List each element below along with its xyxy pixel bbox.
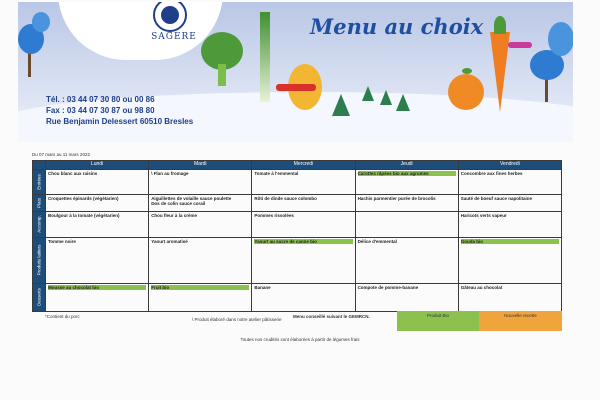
legend-bio: Produit Bio xyxy=(397,311,479,331)
dish-item: Concombre aux fines herbes xyxy=(460,170,523,176)
course-row xyxy=(33,169,562,194)
course-row xyxy=(33,283,562,311)
blue-tree-icon xyxy=(32,12,50,32)
pork-note: *Contient du porc xyxy=(45,314,80,319)
menu-cell xyxy=(355,237,458,283)
fir-tree-icon xyxy=(396,94,410,111)
course-label-cell xyxy=(33,283,46,311)
menu-cell xyxy=(458,194,561,211)
course-row xyxy=(33,194,562,211)
menu-cell xyxy=(46,237,149,283)
menu-cell xyxy=(458,169,561,194)
course-label-cell xyxy=(33,211,46,237)
menu-cell xyxy=(46,283,149,311)
leek-icon xyxy=(260,12,270,102)
dish-item-bio: Yaourt au sucre de canne bio xyxy=(254,239,352,245)
menu-cell xyxy=(46,194,149,211)
course-label-cell xyxy=(33,194,46,211)
carrot-leaves-icon xyxy=(494,16,506,34)
blue-tree-icon xyxy=(548,22,573,56)
dish-item: Rôti de dinde sauce colombo xyxy=(254,195,317,201)
course-label-cell xyxy=(33,169,46,194)
phone-line: Tél. : 03 44 07 30 80 ou 00 86 xyxy=(46,95,155,104)
gemrcn-note: Menu conseillé suivant le GEMRCN. xyxy=(293,314,370,319)
dish-item: Boulgour à la tomate (végétarien) xyxy=(48,212,120,218)
header-banner xyxy=(18,2,573,142)
menu-cell xyxy=(46,169,149,194)
menu-cell xyxy=(149,237,252,283)
menu-cell xyxy=(355,283,458,311)
menu-cell xyxy=(355,194,458,211)
menu-cell xyxy=(252,211,355,237)
course-label: Produits laitiers xyxy=(36,244,42,276)
fir-tree-icon xyxy=(362,86,374,101)
course-row xyxy=(33,211,562,237)
menu-cell xyxy=(458,283,561,311)
dish-item: Aiguillettes de volaille sauce poulette xyxy=(151,195,232,201)
menu-cell xyxy=(252,194,355,211)
dish-item-bio: Fruit bio xyxy=(151,285,249,291)
menu-period: Du 07 mars au 11 mars 2022 xyxy=(32,152,90,157)
course-row xyxy=(33,237,562,283)
logo-emblem-center xyxy=(161,6,179,24)
dish-item: Hachis parmentier purée de brocolis xyxy=(357,195,436,201)
day-header: Lundi xyxy=(46,161,149,170)
broccoli-stem-icon xyxy=(218,64,226,86)
menu-cell xyxy=(149,194,252,211)
page-title: Menu au choix xyxy=(310,14,484,39)
dish-item: Sauté de boeuf sauce napolitaine xyxy=(460,195,533,201)
contact-block xyxy=(46,94,193,127)
menu-cell xyxy=(149,211,252,237)
carrot-icon xyxy=(490,32,510,112)
course-label: Accomp. xyxy=(36,215,42,233)
address-line: Rue Benjamin Delessert 60510 Bresles xyxy=(46,117,194,126)
course-label: Plats xyxy=(36,197,42,208)
menu-cell xyxy=(252,169,355,194)
course-label: Desserts xyxy=(36,288,42,306)
dish-item: Délice d'emmental xyxy=(357,238,397,244)
menu-cell xyxy=(252,283,355,311)
menu-cell xyxy=(458,211,561,237)
dish-item: Haricots verts vapeur xyxy=(460,212,507,218)
day-header: Vendredi xyxy=(458,161,561,170)
dish-item-bio: Mousse au chocolat bio xyxy=(48,285,146,291)
menu-cell xyxy=(355,211,458,237)
dish-item: Croquettes épinards (végétarien) xyxy=(48,195,119,201)
dish-item-bio: Carottes râpées bio aux agrumes xyxy=(358,171,456,177)
menu-cell xyxy=(149,283,252,311)
menu-table xyxy=(32,160,562,312)
dish-item-bio: Gouda bio xyxy=(461,239,559,245)
course-label-cell xyxy=(33,237,46,283)
orange-icon xyxy=(448,74,484,110)
fir-tree-icon xyxy=(332,94,350,116)
dish-item: Compote de pomme-banane xyxy=(357,284,419,290)
day-header: Jeudi xyxy=(355,161,458,170)
orange-leaf-icon xyxy=(462,68,472,74)
scarf-icon xyxy=(508,42,532,48)
logo-emblem-icon xyxy=(153,2,187,32)
day-header: Mercredi xyxy=(252,161,355,170)
course-label: Entrées xyxy=(36,173,42,190)
dish-item: Tomate à l'emmental xyxy=(254,170,299,176)
menu-cell xyxy=(252,237,355,283)
dish-item: Chou blanc aux raisins xyxy=(48,170,98,176)
menu-cell xyxy=(149,169,252,194)
dish-item: \ Flan au fromage xyxy=(151,170,189,176)
menu-cell xyxy=(46,211,149,237)
dish-item: Chou fleur à la crème xyxy=(151,212,197,218)
logo-cloud xyxy=(58,2,223,60)
dish-item: Banane xyxy=(254,284,271,290)
menu-cell xyxy=(458,237,561,283)
scarf-icon xyxy=(276,84,316,91)
menu-cell xyxy=(355,169,458,194)
fax-line: Fax : 03 44 07 30 87 ou 98 80 xyxy=(46,106,155,115)
workshop-note: \ Produit élaboré dans notre atelier pâtisserie xyxy=(192,317,282,322)
dish-item: Pommes rissolées xyxy=(254,212,294,218)
dish-item: Tomme noire xyxy=(48,238,76,244)
dish-item: Yaourt aromatisé xyxy=(151,238,188,244)
legend-new-recipe: Nouvelle recette xyxy=(479,311,562,331)
table-corner xyxy=(33,161,46,170)
fir-tree-icon xyxy=(380,90,392,105)
dish-item: Gâteau au chocolat xyxy=(460,284,503,290)
crudites-note: Toutes nos crudités sont élaborées à partir de légumes frais xyxy=(240,337,360,342)
day-header-row xyxy=(33,161,562,170)
day-header: Mardi xyxy=(149,161,252,170)
dish-item: Dos de colin sauce corail xyxy=(151,201,206,206)
logo-text: SAGERE xyxy=(151,32,197,42)
